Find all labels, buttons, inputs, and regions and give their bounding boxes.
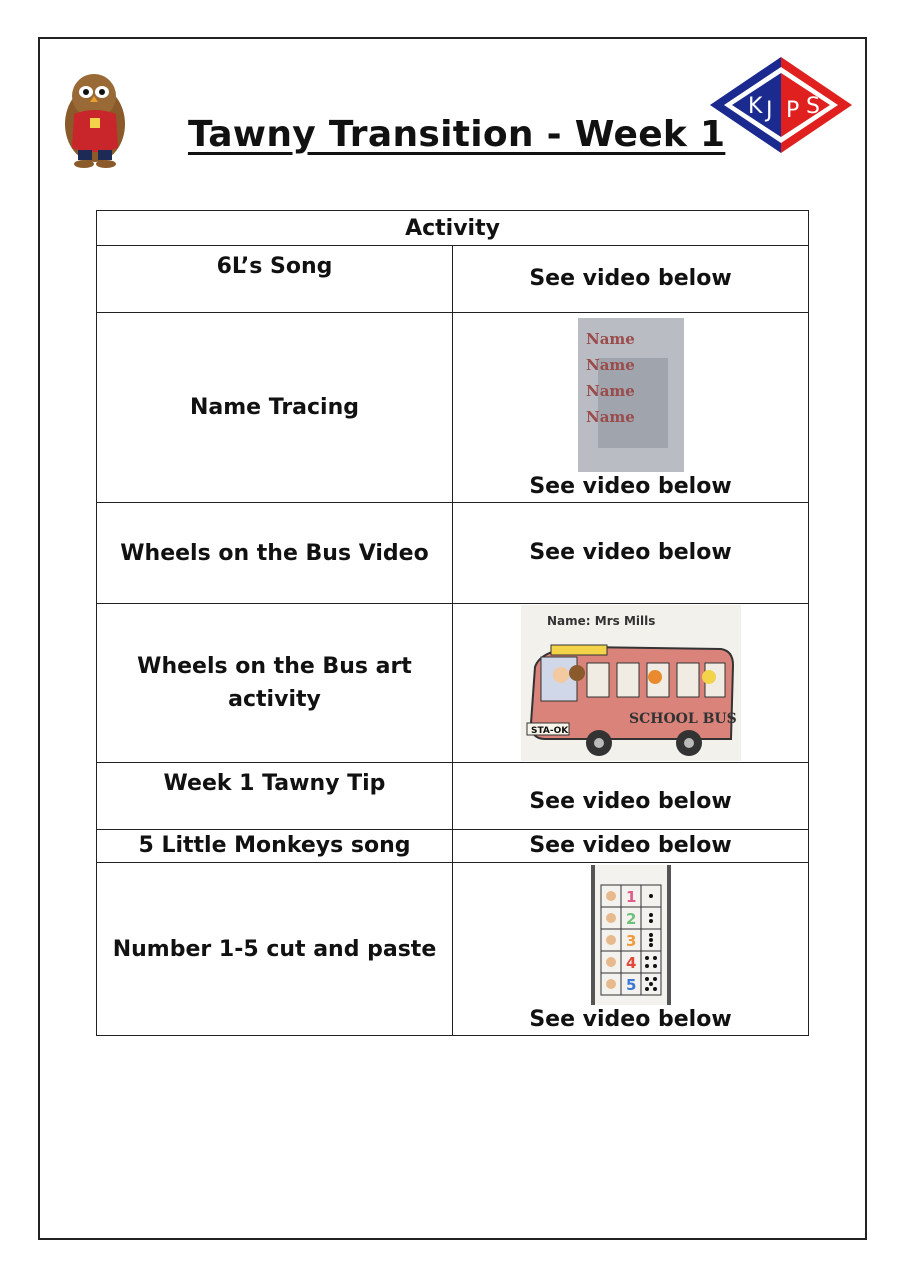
activity-cell: 5 Little Monkeys song (97, 830, 453, 863)
bus-side-text: SCHOOL BUS (628, 711, 737, 727)
bus-art-image (521, 605, 741, 761)
logo-letter-s: S (806, 94, 820, 119)
activity-cell: Week 1 Tawny Tip (97, 763, 453, 830)
logo-letter-j: J (766, 98, 773, 123)
table-row (97, 830, 809, 863)
activity-cell: Wheels on the Bus art activity (97, 604, 453, 763)
activity-cell: Number 1-5 cut and paste (97, 863, 453, 1036)
name-tracing-image (578, 318, 684, 472)
activity-cell: Wheels on the Bus Video (97, 503, 453, 604)
number-card: 1 (625, 888, 636, 906)
bus-art-name-label: Name: Mrs Mills (546, 614, 655, 628)
number-card: 4 (625, 954, 636, 972)
see-video-link[interactable]: See video below (529, 266, 732, 291)
number-card: 2 (625, 910, 636, 928)
table-row (97, 313, 809, 503)
traced-name: Name (585, 408, 635, 426)
activity-table (96, 210, 809, 1036)
see-video-link[interactable]: See video below (529, 833, 732, 858)
logo-letter-p: P (786, 98, 800, 123)
number-cut-paste-image (591, 865, 671, 1005)
table-row (97, 863, 809, 1036)
table-row (97, 503, 809, 604)
see-video-link[interactable]: See video below (529, 789, 732, 814)
owl-mascot-icon (56, 66, 134, 170)
table-row (97, 763, 809, 830)
traced-name: Name (585, 382, 635, 400)
logo-letter-k: K (748, 94, 763, 119)
see-video-link[interactable]: See video below (529, 474, 732, 499)
table-header-row (97, 211, 809, 246)
see-video-link[interactable]: See video below (529, 540, 732, 565)
table-row (97, 246, 809, 313)
traced-name: Name (585, 356, 635, 374)
activity-cell: 6L’s Song (97, 246, 453, 313)
table-row (97, 604, 809, 763)
traced-name: Name (585, 330, 635, 348)
number-card: 3 (625, 932, 636, 950)
page-title: Tawny Transition - Week 1 (188, 114, 726, 155)
school-logo (708, 55, 854, 155)
table-header: Activity (97, 211, 809, 246)
activity-cell: Name Tracing (97, 313, 453, 503)
bus-plate: STA-OK (530, 726, 568, 736)
number-card: 5 (625, 976, 636, 994)
see-video-link[interactable]: See video below (529, 1007, 732, 1032)
